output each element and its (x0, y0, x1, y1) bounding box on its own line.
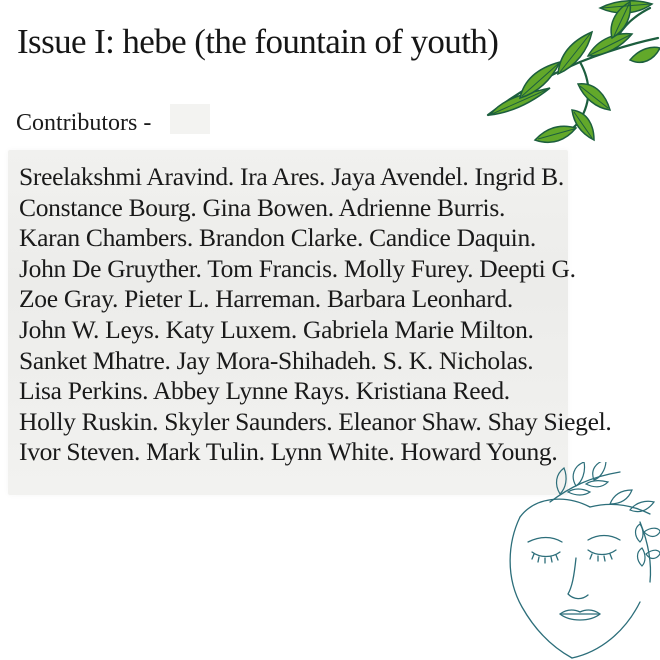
leaf-vine-icon (480, 0, 660, 155)
contributor-line: Karan Chambers. Brandon Clarke. Candice Daquin. (19, 223, 536, 253)
contributor-line: Holly Ruskin. Skyler Saunders. Eleanor Shaw. Shay Siegel. (19, 406, 612, 436)
contributor-line: Zoe Gray. Pieter L. Harreman. Barbara Leonhard. (19, 284, 514, 314)
contributor-line: Lisa Perkins. Abbey Lynne Rays. Kristiana Reed. (19, 376, 510, 406)
issue-title: Issue I: hebe (the fountain of youth) (17, 22, 499, 61)
contributor-line: Ivor Steven. Mark Tulin. Lynn White. Howard Young. (19, 437, 558, 467)
paper-scrap (170, 104, 210, 134)
face-line-art-icon (490, 462, 660, 660)
contributor-line: Constance Bourg. Gina Bowen. Adrienne Burris. (19, 192, 506, 222)
contributor-line: Sanket Mhatre. Jay Mora-Shihadeh. S. K. Nicholas. (19, 345, 534, 375)
contributor-line: John De Gruyther. Tom Francis. Molly Furey. Deepti G. (19, 253, 576, 283)
contributor-line: Sreelakshmi Aravind. Ira Ares. Jaya Avendel. Ingrid B. (19, 162, 564, 191)
contributor-line: John W. Leys. Katy Luxem. Gabriela Marie Milton. (19, 314, 534, 344)
contributor-list (19, 162, 611, 468)
contributors-heading: Contributors - (16, 110, 152, 136)
